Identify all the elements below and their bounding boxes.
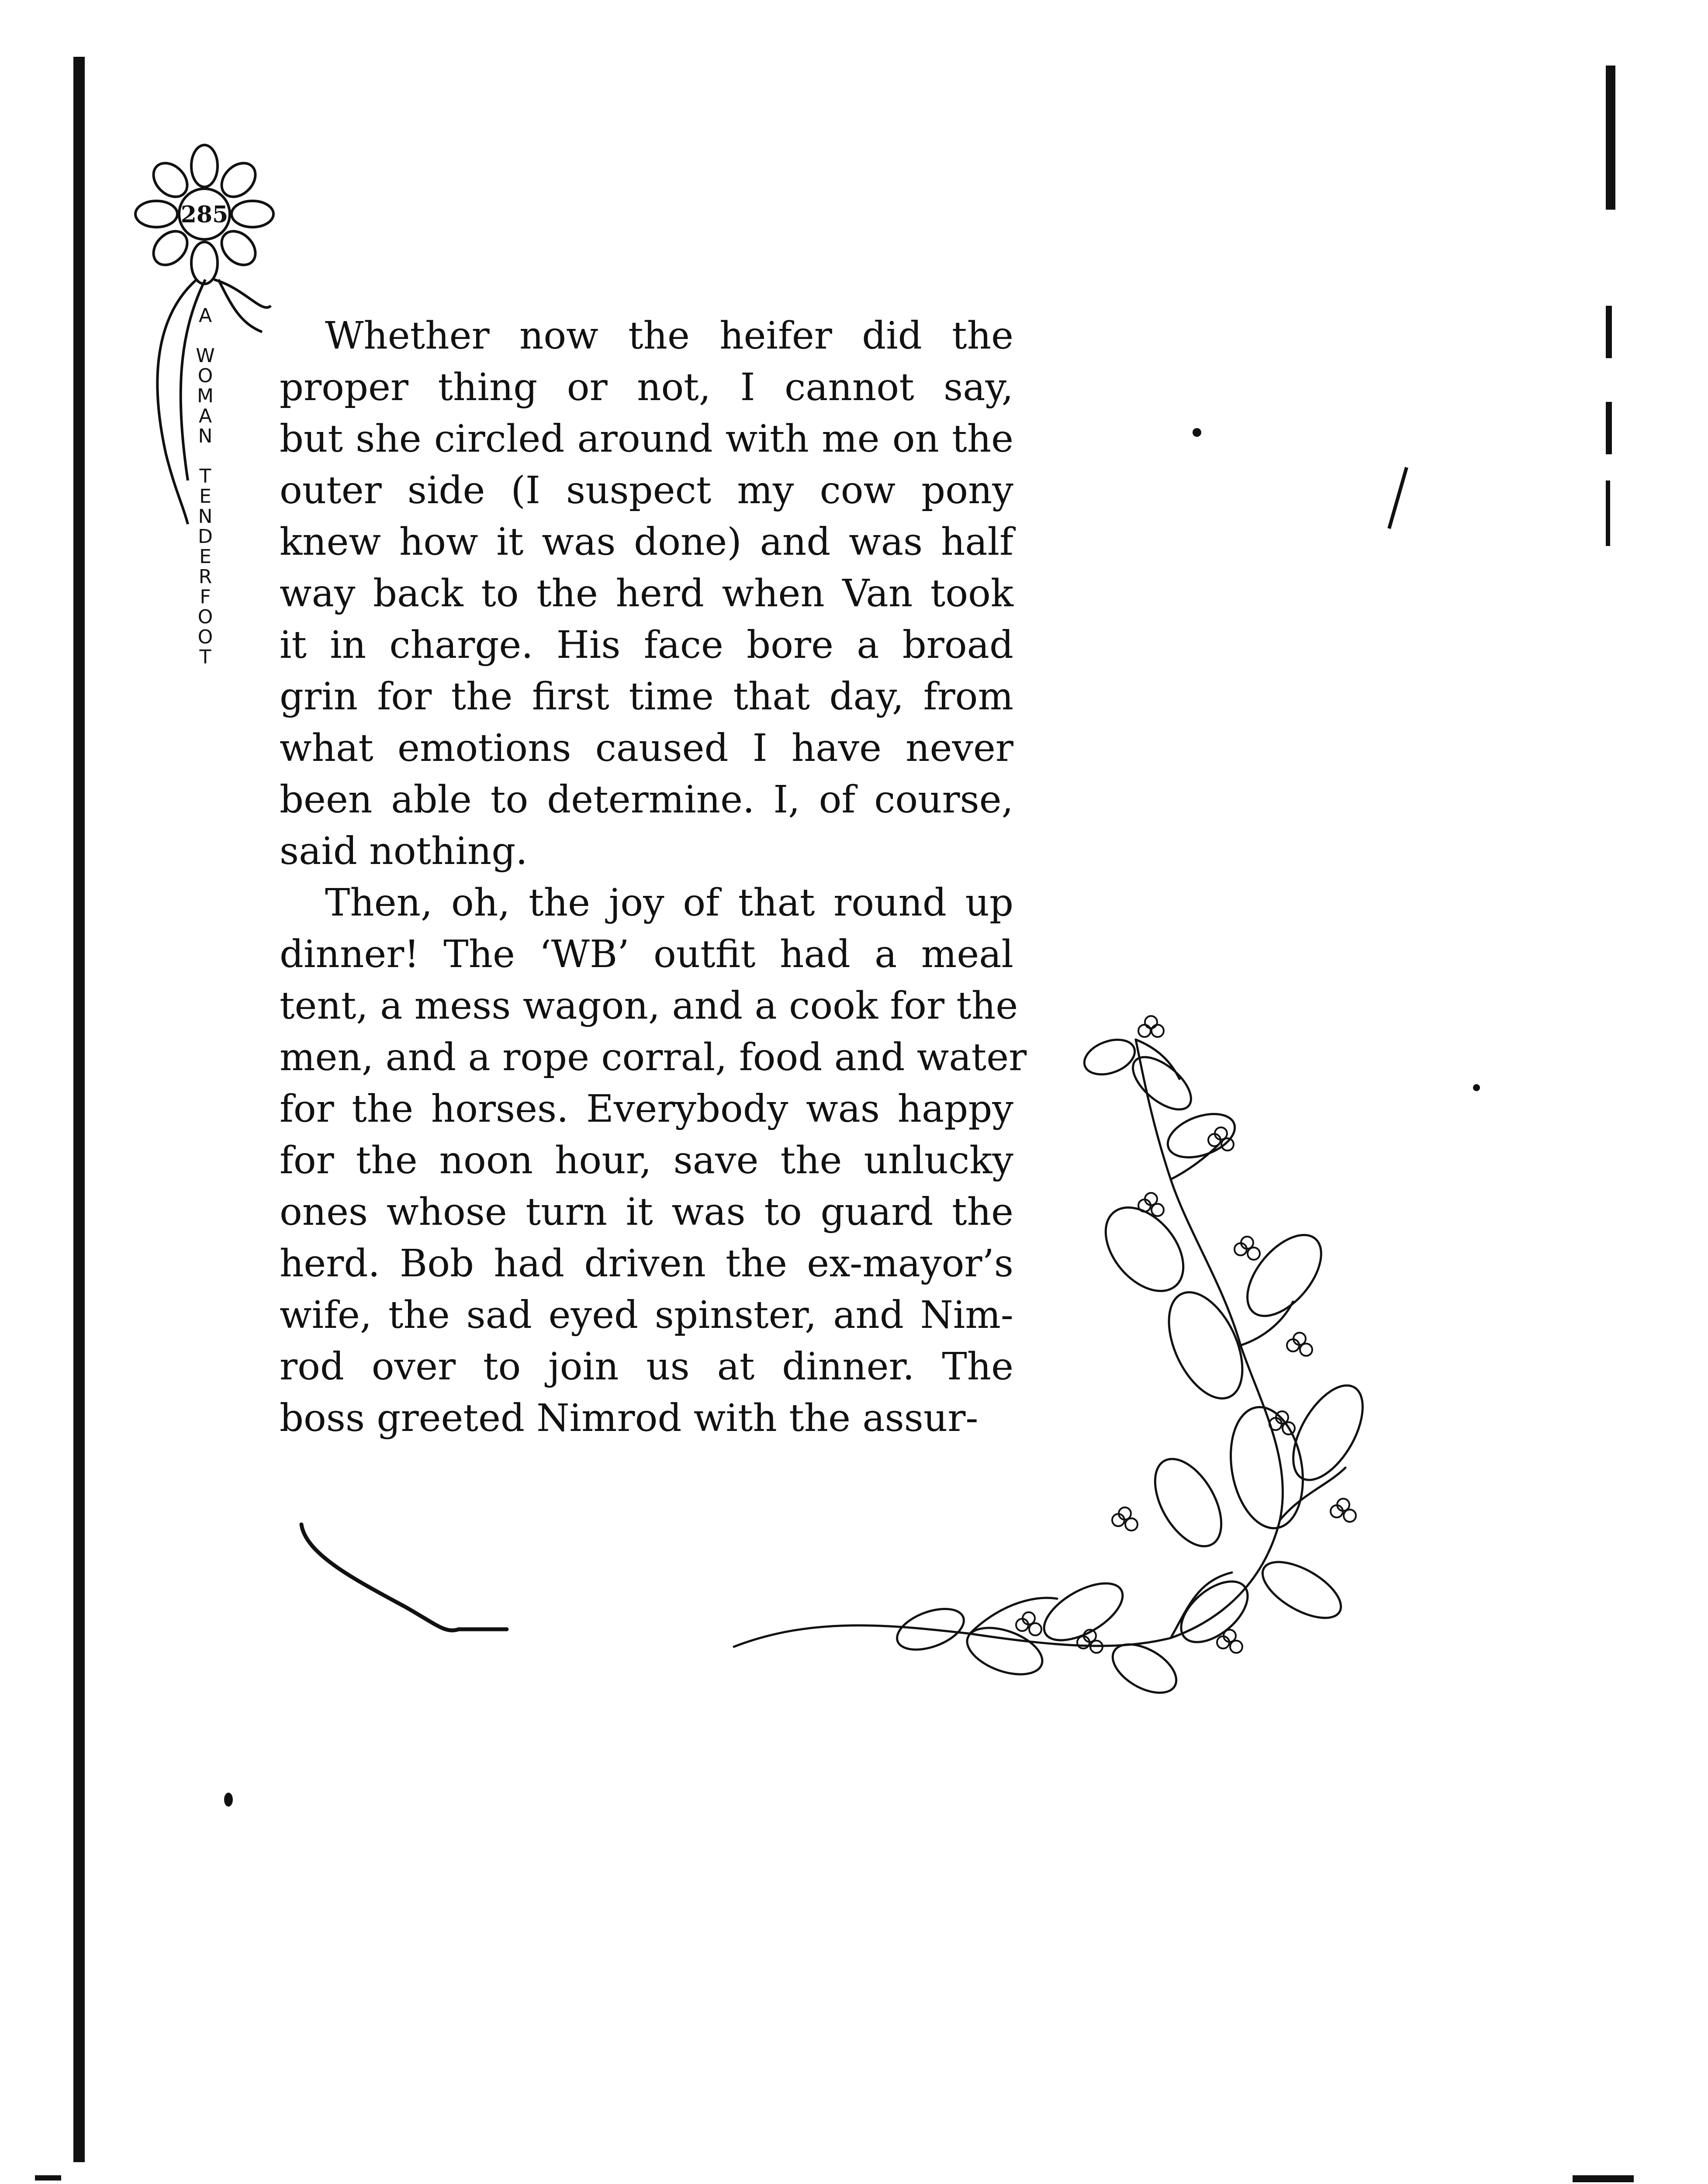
text-line: rod over to join us at dinner. The xyxy=(280,1345,1013,1389)
running-title-letter: T xyxy=(199,465,211,487)
running-title-letter: N xyxy=(198,425,213,447)
text-line: grin for the first time that day, from xyxy=(280,675,1013,719)
text-line: for the noon hour, save the unlucky xyxy=(280,1139,1013,1182)
text-line: Then, oh, the joy of that round up xyxy=(325,881,1013,925)
text-line: herd. Bob had driven the ex-mayor’s xyxy=(280,1242,1013,1286)
running-title-letter: A xyxy=(198,304,212,327)
running-title-letter: T xyxy=(199,646,211,668)
running-title-letter: W xyxy=(196,345,215,367)
running-title-letter: A xyxy=(198,405,212,427)
text-line: it in charge. His face bore a broad xyxy=(280,623,1013,667)
text-line: men, and a rope corral, food and water xyxy=(280,1036,1027,1079)
text-line: tent, a mess wagon, and a cook for the xyxy=(280,984,1018,1028)
text-line: knew how it was done) and was half xyxy=(280,520,1013,564)
running-title-vertical xyxy=(192,306,218,667)
running-title-letter: O xyxy=(197,365,213,387)
text-line: for the horses. Everybody was happy xyxy=(280,1087,1013,1131)
text-line: wife, the sad eyed spinster, and Nim- xyxy=(280,1293,1013,1337)
running-title-letter: E xyxy=(199,485,211,508)
text-line: dinner! The ‘WB’ outfit had a meal xyxy=(280,933,1013,976)
ink-scratch-mark xyxy=(297,1520,524,1651)
page-spine-shadow xyxy=(73,57,85,2162)
text-line: outer side (I suspect my cow pony xyxy=(280,469,1013,512)
text-line: Whether now the heifer did the xyxy=(325,314,1013,358)
running-title-gap xyxy=(192,326,218,346)
text-line: what emotions caused I have never xyxy=(280,726,1013,770)
running-title-letter: O xyxy=(197,606,213,628)
running-title-letter: F xyxy=(200,586,211,608)
page-number: 285 xyxy=(180,201,228,228)
running-title-letter: O xyxy=(197,626,213,648)
vine-ornament-icon xyxy=(725,1005,1407,1747)
text-line: proper thing or not, I cannot say, xyxy=(280,366,1013,409)
text-line: but she circled around with me on the xyxy=(280,417,1013,461)
running-title-letter: E xyxy=(199,546,211,568)
running-title-letter: M xyxy=(197,385,214,407)
running-title-letter: R xyxy=(198,566,212,588)
text-line: ones whose turn it was to guard the xyxy=(280,1190,1013,1234)
paragraph xyxy=(280,310,1013,877)
text-line: boss greeted Nimrod with the assur- xyxy=(280,1396,978,1440)
text-line: way back to the herd when Van took xyxy=(280,572,1013,615)
running-title-gap xyxy=(192,446,218,467)
text-line: been able to determine. I, of course, xyxy=(280,778,1013,822)
running-title-letter: D xyxy=(198,525,213,548)
running-title-letter: N xyxy=(198,505,213,528)
text-line: said nothing. xyxy=(280,829,528,873)
